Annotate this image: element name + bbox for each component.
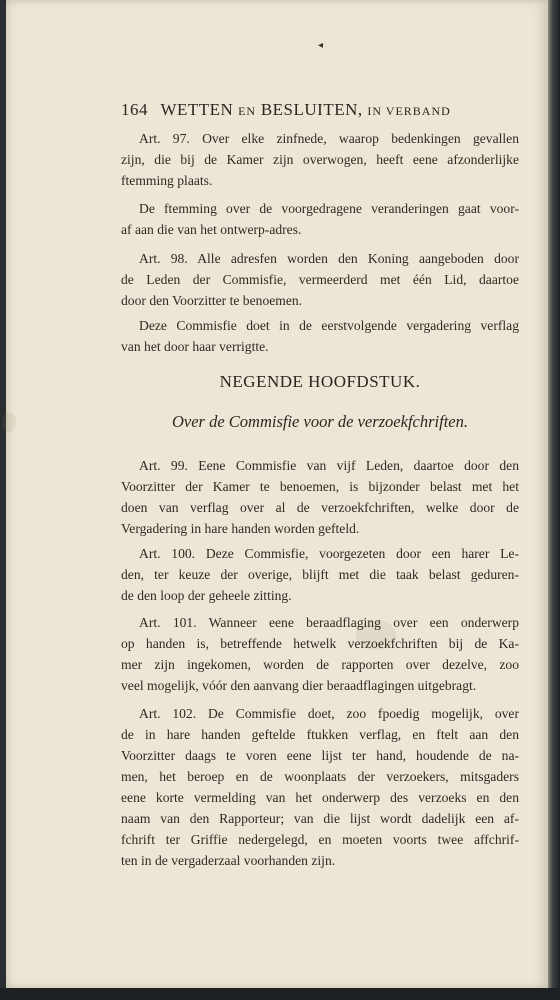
paragraph-commissie [121, 315, 519, 357]
text-line: de den loop der geheele zitting. [121, 588, 292, 603]
paragraph-art-99 [121, 455, 519, 539]
text-line: de in hare handen geftelde ftukken verflag, en ftelt aan den [121, 727, 519, 742]
text-line: ftemming plaats. [121, 173, 213, 188]
paragraph-art-98 [121, 248, 519, 311]
text-line: Art. 102. De Commisfie doet, zoo fpoedig mogelijk, over [139, 706, 519, 721]
page-number: 164 [121, 100, 148, 119]
text-line: veel mogelijk, vóór den aanvang dier beraadflagingen uitgebragt. [121, 678, 477, 693]
page-edge-right [548, 0, 560, 1000]
chapter-heading: NEGENDE HOOFDSTUK. [219, 372, 421, 391]
running-title-word: IN VERBAND [367, 104, 451, 118]
page-mark: ◂ [318, 40, 324, 51]
text-line: Vergadering in hare handen worden gefteld. [121, 521, 360, 536]
chapter-subtitle: Over de Commisfie voor de verzoekfchriften. [171, 412, 468, 431]
text-line: den, ter keuze der overige, blijft met die taak belast geduren- [121, 567, 519, 582]
paragraph-stemming [121, 198, 519, 240]
paragraph-art-97 [121, 128, 519, 191]
text-line: af aan die van het ontwerp-adres. [121, 222, 302, 237]
text-line: Art. 99. Eene Commisfie van vijf Leden, daartoe door den [139, 458, 519, 473]
text-line: naam van den Rapporteur; van die lijst wordt dadelijk een af- [121, 811, 519, 826]
paragraph-art-101 [121, 612, 519, 696]
text-line: men, het beroep en de woonplaats der verzoekers, mitsgaders [121, 769, 519, 784]
text-line: Art. 100. Deze Commisfie, voorgezeten door een harer Le- [139, 546, 519, 561]
running-title-word: EN [238, 104, 257, 118]
paragraph-art-102 [121, 703, 519, 871]
page-stain [2, 412, 16, 432]
text-line: fchrift ter Griffie nedergelegd, en moeten voorts twee affchrif- [121, 832, 519, 847]
page-edge-bottom [0, 988, 560, 1000]
text-line: Art. 101. Wanneer eene beraadflaging over een onderwerp [139, 615, 519, 630]
text-line: De ftemming over de voorgedragene veranderingen gaat voor- [139, 201, 519, 216]
text-line: mer zijn ingekomen, worden de rapporten over dezelve, zoo [121, 657, 519, 672]
running-title-word: BESLUITEN, [260, 100, 363, 119]
running-title-word: WETTEN [160, 100, 234, 119]
text-line: Art. 97. Over elke zinfnede, waarop bedenkingen gevallen [139, 131, 519, 146]
text-line: ten in de vergaderzaal voorhanden zijn. [121, 853, 336, 868]
text-line: zijn, die bij de Kamer zijn overwogen, heeft eene afzonderlijke [121, 152, 519, 167]
running-header [121, 100, 481, 120]
paragraph-art-100 [121, 543, 519, 606]
text-line: op handen is, betreffende hetwelk verzoekfchriften bij de Ka- [121, 636, 519, 651]
text-line: Deze Commisfie doet in de eerstvolgende vergadering verflag [139, 318, 519, 333]
text-line: door den Voorzitter te benoemen. [121, 293, 303, 308]
text-line: eene korte vermelding van het onderwerp des verzoeks en den [121, 790, 519, 805]
text-line: Art. 98. Alle adresfen worden den Koning aangeboden door [139, 251, 519, 266]
text-line: Voorzitter daags te voren eene lijst ter hand, houdende de na- [121, 748, 519, 763]
text-line: doen van verflag over al de verzoekfchriften, welke door de [121, 500, 519, 515]
text-line: de Leden der Commisfie, vermeerderd met één Lid, daartoe [121, 272, 519, 287]
text-line: Voorzitter der Kamer te benoemen, is bijzonder belast met het [121, 479, 519, 494]
text-line: van het door haar verrigtte. [121, 339, 269, 354]
